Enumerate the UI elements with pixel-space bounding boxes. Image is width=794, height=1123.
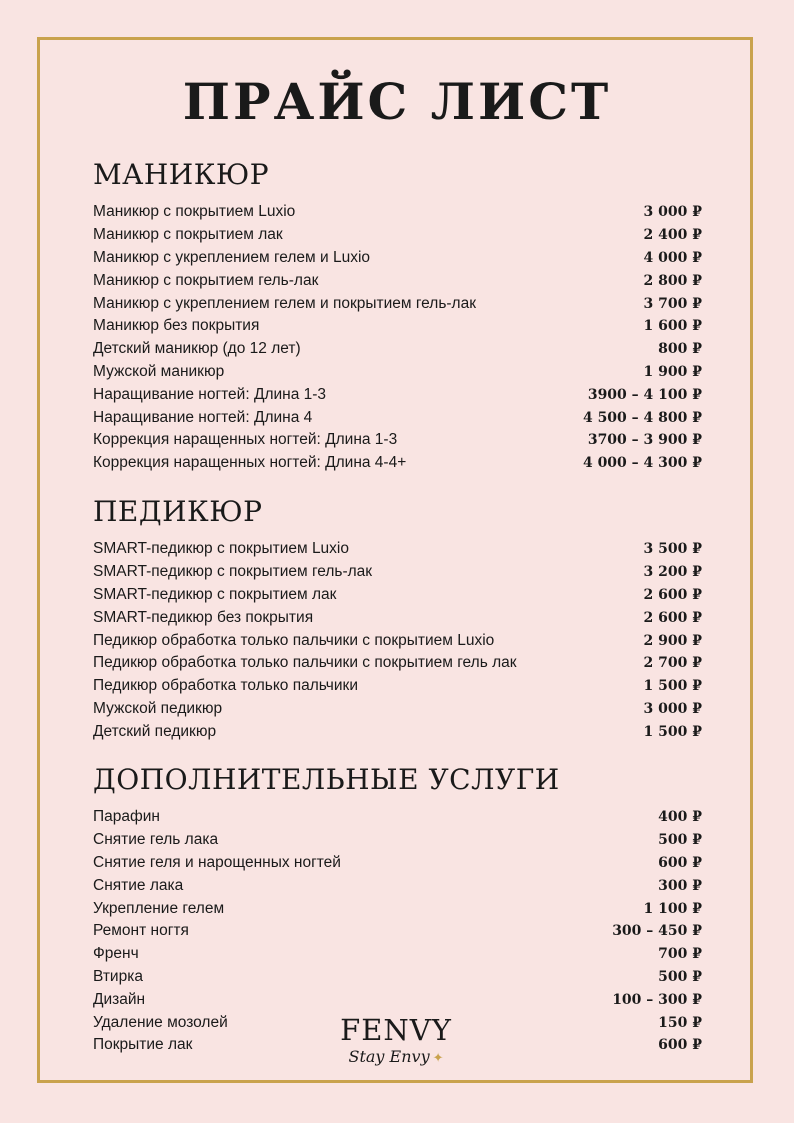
price-row (93, 338, 702, 361)
price-row (93, 452, 702, 475)
service-name: SMART-педикюр с покрытием гель-лак (93, 563, 373, 581)
price-row (93, 698, 702, 721)
price-row (93, 806, 702, 829)
price-row (93, 606, 702, 629)
brand-logo (331, 1013, 461, 1067)
sparkle-icon: ✦ (432, 1051, 444, 1066)
service-name: Коррекция наращенных ногтей: Длина 1-3 (93, 431, 398, 449)
price-row (93, 406, 702, 429)
service-name: Мужской маникюр (93, 362, 225, 380)
price-row (93, 429, 702, 452)
price-row (93, 629, 702, 652)
service-price: 300 ₽ (658, 877, 702, 894)
service-price: 3900 – 4 100 ₽ (587, 386, 702, 403)
service-name: Детский маникюр (до 12 лет) (93, 340, 301, 358)
service-price: 2 700 ₽ (643, 655, 702, 672)
service-name: Маникюр с укреплением гелем и Luxio (93, 248, 371, 266)
price-list (93, 201, 702, 475)
section-manicure (93, 157, 702, 475)
page-title: ПРАЙС ЛИСТ (182, 72, 612, 131)
brand-name: FENVY (340, 1013, 452, 1047)
service-price: 400 ₽ (658, 809, 702, 826)
service-name: Покрытие лак (93, 1036, 193, 1054)
price-row (93, 361, 702, 384)
service-name: Маникюр с покрытием гель-лак (93, 271, 319, 289)
service-price: 1 900 ₽ (643, 363, 702, 380)
service-price: 2 600 ₽ (643, 586, 702, 603)
price-row (93, 538, 702, 561)
service-name: SMART-педикюр без покрытия (93, 608, 314, 626)
price-list (93, 538, 702, 743)
service-price: 1 500 ₽ (643, 678, 702, 695)
price-row (93, 315, 702, 338)
service-name: Дизайн (93, 990, 146, 1008)
service-name: Укрепление гелем (93, 899, 225, 917)
service-price: 100 – 300 ₽ (612, 991, 702, 1008)
price-row (93, 224, 702, 247)
service-name: Наращивание ногтей: Длина 4 (93, 408, 313, 426)
service-price: 3 500 ₽ (643, 541, 702, 558)
service-price: 3 000 ₽ (643, 700, 702, 717)
price-row (93, 584, 702, 607)
service-price: 4 000 – 4 300 ₽ (582, 455, 702, 472)
service-name: Педикюр обработка только пальчики с покрытием Luxio (93, 631, 495, 649)
service-name: Френч (93, 945, 139, 963)
service-name: Втирка (93, 967, 143, 985)
service-price: 2 400 ₽ (643, 227, 702, 244)
service-price: 500 ₽ (658, 832, 702, 849)
price-row (93, 675, 702, 698)
service-name: Снятие геля и нарощенных ногтей (93, 853, 341, 871)
service-price: 300 – 450 ₽ (612, 923, 702, 940)
service-name: Маникюр с укреплением гелем и покрытием гель-лак (93, 294, 476, 312)
service-price: 800 ₽ (658, 341, 702, 358)
service-price: 3 200 ₽ (643, 564, 702, 581)
service-name: Педикюр обработка только пальчики (93, 677, 358, 695)
service-price: 1 100 ₽ (643, 900, 702, 917)
service-price: 600 ₽ (658, 854, 702, 871)
service-price: 600 ₽ (658, 1037, 702, 1054)
service-name: Маникюр с покрытием Luxio (93, 203, 296, 221)
service-name: Ремонт ногтя (93, 922, 189, 940)
service-price: 3 000 ₽ (643, 204, 702, 221)
service-price: 4 000 ₽ (643, 249, 702, 266)
price-row (93, 247, 702, 270)
price-row (93, 988, 702, 1011)
service-name: SMART-педикюр с покрытием Luxio (93, 540, 349, 558)
service-price: 1 500 ₽ (643, 723, 702, 740)
service-name: Детский педикюр (93, 722, 217, 740)
service-name: Маникюр без покрытия (93, 317, 260, 335)
service-name: Снятие гель лака (93, 831, 219, 849)
price-row (93, 829, 702, 852)
service-price: 1 600 ₽ (643, 318, 702, 335)
service-name: Мужской педикюр (93, 699, 223, 717)
price-row (93, 874, 702, 897)
price-row (93, 943, 702, 966)
price-row (93, 720, 702, 743)
service-price: 2 800 ₽ (643, 272, 702, 289)
price-row (93, 852, 702, 875)
service-price: 2 600 ₽ (643, 609, 702, 626)
service-name: SMART-педикюр с покрытием лак (93, 585, 337, 603)
service-price: 2 900 ₽ (643, 632, 702, 649)
price-row (93, 652, 702, 675)
service-name: Снятие лака (93, 876, 184, 894)
price-row (93, 966, 702, 989)
brand-tagline: Stay Envy (348, 1047, 430, 1066)
service-name: Парафин (93, 808, 160, 826)
section-heading: МАНИКЮР (93, 158, 270, 191)
price-row (93, 561, 702, 584)
service-price: 500 ₽ (658, 968, 702, 985)
section-heading: ДОПОЛНИТЕЛЬНЫЕ УСЛУГИ (93, 763, 560, 796)
section-pedicure (93, 494, 702, 743)
price-row (93, 383, 702, 406)
service-price: 3700 – 3 900 ₽ (587, 432, 702, 449)
service-name: Педикюр обработка только пальчики с покрытием гель лак (93, 654, 517, 672)
service-price: 150 ₽ (658, 1014, 702, 1031)
service-price: 700 ₽ (658, 946, 702, 963)
service-name: Маникюр с покрытием лак (93, 226, 283, 244)
service-name: Удаление мозолей (93, 1013, 228, 1031)
price-row (93, 897, 702, 920)
price-row (93, 201, 702, 224)
service-price: 3 700 ₽ (643, 295, 702, 312)
service-name: Коррекция наращенных ногтей: Длина 4-4+ (93, 454, 407, 472)
section-heading: ПЕДИКЮР (93, 495, 263, 528)
service-name: Наращивание ногтей: Длина 1-3 (93, 385, 327, 403)
service-price: 4 500 – 4 800 ₽ (582, 409, 702, 426)
price-row (93, 920, 702, 943)
price-row (93, 292, 702, 315)
price-row (93, 269, 702, 292)
